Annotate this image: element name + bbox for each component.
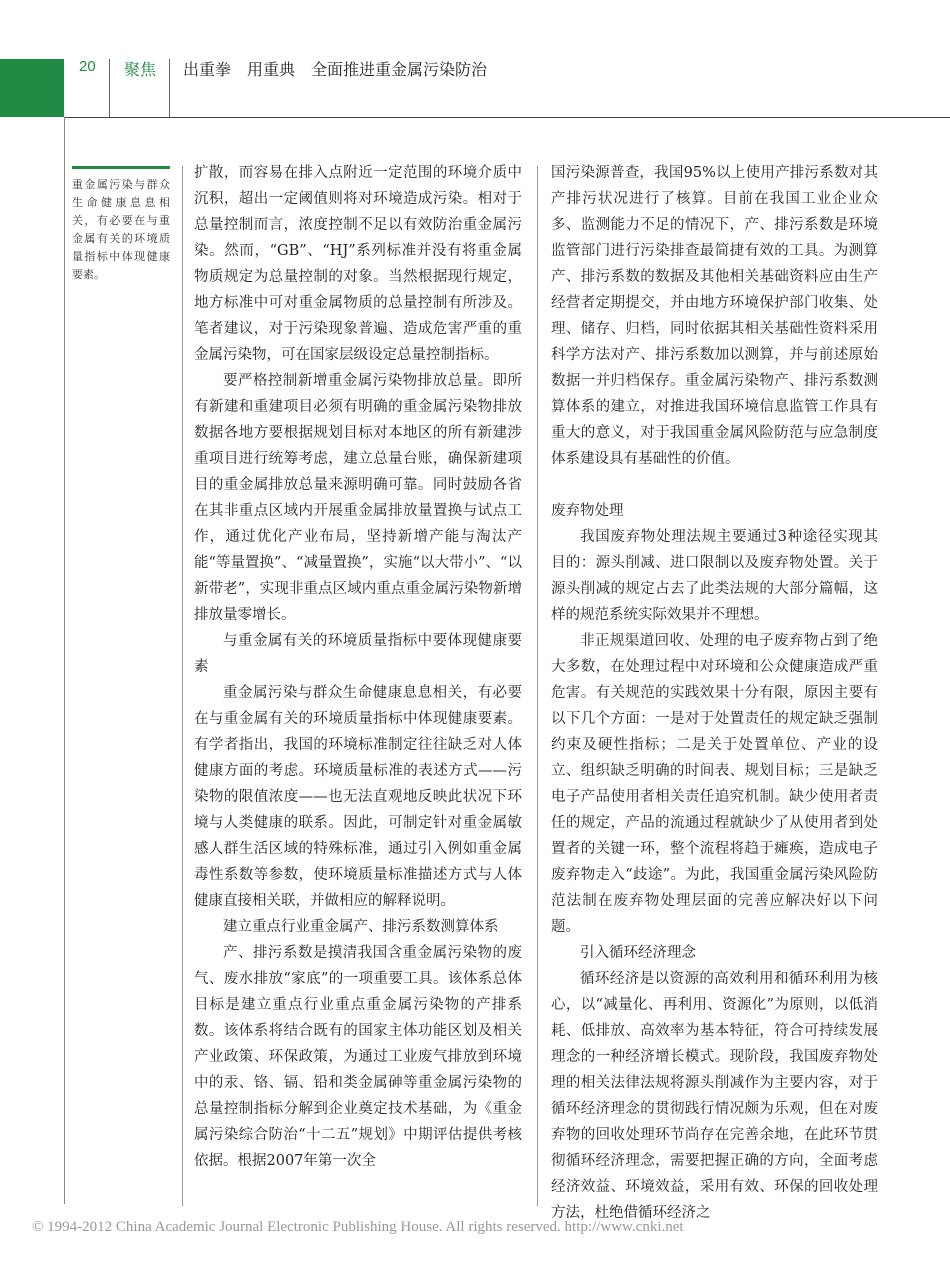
section-heading: 废弃物处理 — [551, 503, 624, 519]
paragraph: 产、排污系数是摸清我国含重金属污染物的废气、废水排放“家底”的一项重要工具。该体系总体目标是建立重点行业重点重金属污染物的产排系数。该体系将结合既有的国家主体功能区划及相关产业政策、环保政策，为通过工业废气排放到环境中的汞、铬、镉、铅和类金属砷等重金属污染物的总量控制指标分解到企业奠定技术基础，为《重金属污染综合防治“十二五”规划》中期评估提供考核依据。根据2007年第一次全 — [194, 945, 522, 1169]
page-number: 20 — [79, 58, 96, 75]
subheading: 与重金属有关的环境质量指标中要体现健康要素 — [194, 633, 522, 675]
copyright-footer: © 1994-2012 China Academic Journal Electronic Publishing House. All rights reserved. http://www.cnki.net — [32, 1219, 684, 1235]
header-rule — [64, 117, 950, 118]
side-note-bar — [72, 166, 170, 169]
text-column-left — [194, 160, 522, 1174]
section-label: 聚焦 — [124, 60, 157, 79]
paragraph: 循环经济是以资源的高效利用和循环利用为核心，以“减量化、再利用、资源化”为原则，以低消耗、低排放、高效率为基本特征，符合可持续发展理念的一种经济增长模式。现阶段，我国废弃物处理的相关法律法规将源头削减作为主要内容，对于循环经济理念的贯彻践行情况颇为乐观，但在对废弃物的回收处理环节尚存在完善余地，在此环节贯彻循环经济理念，需要把握正确的方向，全面考虑经济效益、环境效益，采用有效、环保的回收处理方法，杜绝借循环经济之 — [551, 971, 878, 1221]
paragraph: 要严格控制新增重金属污染物排放总量。即所有新建和重建项目必须有明确的重金属污染物排放数据各地方要根据规划目标对本地区的所有新建涉重项目进行统筹考虑，建立总量台账，确保新建项目的重金属排放总量来源明确可靠。同时鼓励各省在其非重点区域内开展重金属排放量置换与试点工作，通过优化产业布局，坚持新增产能与淘汰产能“等量置换”、“减量置换”，实施“以大带小”、“以新带老”，实现非重点区域内重点重金属污染物新增排放量零增长。 — [194, 373, 522, 623]
subheading: 引入循环经济理念 — [580, 945, 696, 961]
column-divider — [537, 166, 538, 1206]
paragraph: 非正规渠道回收、处理的电子废弃物占到了绝大多数，在处理过程中对环境和公众健康造成严重危害。有关规范的实践效果十分有限，原因主要有以下几个方面：一是对于处置责任的规定缺乏强制约束及硬性指标；二是关于处置单位、产业的设立、组织缺乏明确的时间表、规划目标；三是缺乏电子产品使用者相关责任追究机制。缺少使用者责任的规定，产品的流通过程就缺少了从使用者到处置者的关键一环，整个流程将趋于瘫痪，造成电子废弃物走入“歧途”。为此，我国重金属污染风险防范法制在废弃物处理层面的完善应解决好以下问题。 — [551, 633, 878, 935]
paragraph: 国污染源普查，我国95%以上使用产排污系数对其产排污状况进行了核算。目前在我国工业企业众多、监测能力不足的情况下，产、排污系数是环境监管部门进行污染排查最简捷有效的工具。为测算产、排污系数的数据及其他相关基础资料应由生产经营者定期提交，并由地方环境保护部门收集、处理、储存、归档，同时依据其相关基础性资料采用科学方法对产、排污系数加以测算，并与前述原始数据一并归档保存。重金属污染物产、排污系数测算体系的建立，对推进我国环境信息监管工作具有重大的意义，对于我国重金属风险防范与应急制度体系建设具有基础性的价值。 — [551, 165, 878, 467]
subheading: 建立重点行业重金属产、排污系数测算体系 — [223, 919, 499, 935]
text-column-right — [551, 160, 878, 1226]
column-divider — [182, 166, 183, 1206]
paragraph: 我国废弃物处理法规主要通过3种途径实现其目的：源头削减、进口限制以及废弃物处置。关于源头削减的规定占去了此类法规的大部分篇幅，这样的规范系统实际效果并不理想。 — [551, 529, 878, 623]
header-divider — [109, 59, 110, 117]
header-divider — [169, 59, 170, 117]
side-note: 重金属污染与群众生命健康息息相关，有必要在与重金属有关的环境质量指标中体现健康要素。 — [72, 178, 170, 281]
running-title: 出重拳 用重典 全面推进重金属污染防治 — [183, 60, 488, 79]
paragraph: 重金属污染与群众生命健康息息相关，有必要在与重金属有关的环境质量指标中体现健康要素。有学者指出，我国的环境标准制定往往缺乏对人体健康方面的考虑。环境质量标准的表述方式——污染物的限值浓度——也无法直观地反映此状况下环境与人类健康的联系。因此，可制定针对重金属敏感人群生活区域的特殊标准，通过引入例如重金属毒性系数等参数，使环境质量标准描述方式与人体健康直接相关联，并做相应的解释说明。 — [194, 685, 522, 909]
header-color-block — [0, 59, 64, 117]
paragraph: 扩散，而容易在排入点附近一定范围的环境介质中沉积，超出一定阈值则将对环境造成污染。相对于总量控制而言，浓度控制不足以有效防治重金属污染。然而，“GB”、“HJ”系列标准并没有将重金属物质规定为总量控制的对象。当然根据现行规定，地方标准中可对重金属物质的总量控制有所涉及。笔者建议，对于污染现象普遍、造成危害严重的重金属污染物，可在国家层级设定总量控制指标。 — [194, 165, 522, 363]
margin-rule — [64, 117, 65, 1204]
